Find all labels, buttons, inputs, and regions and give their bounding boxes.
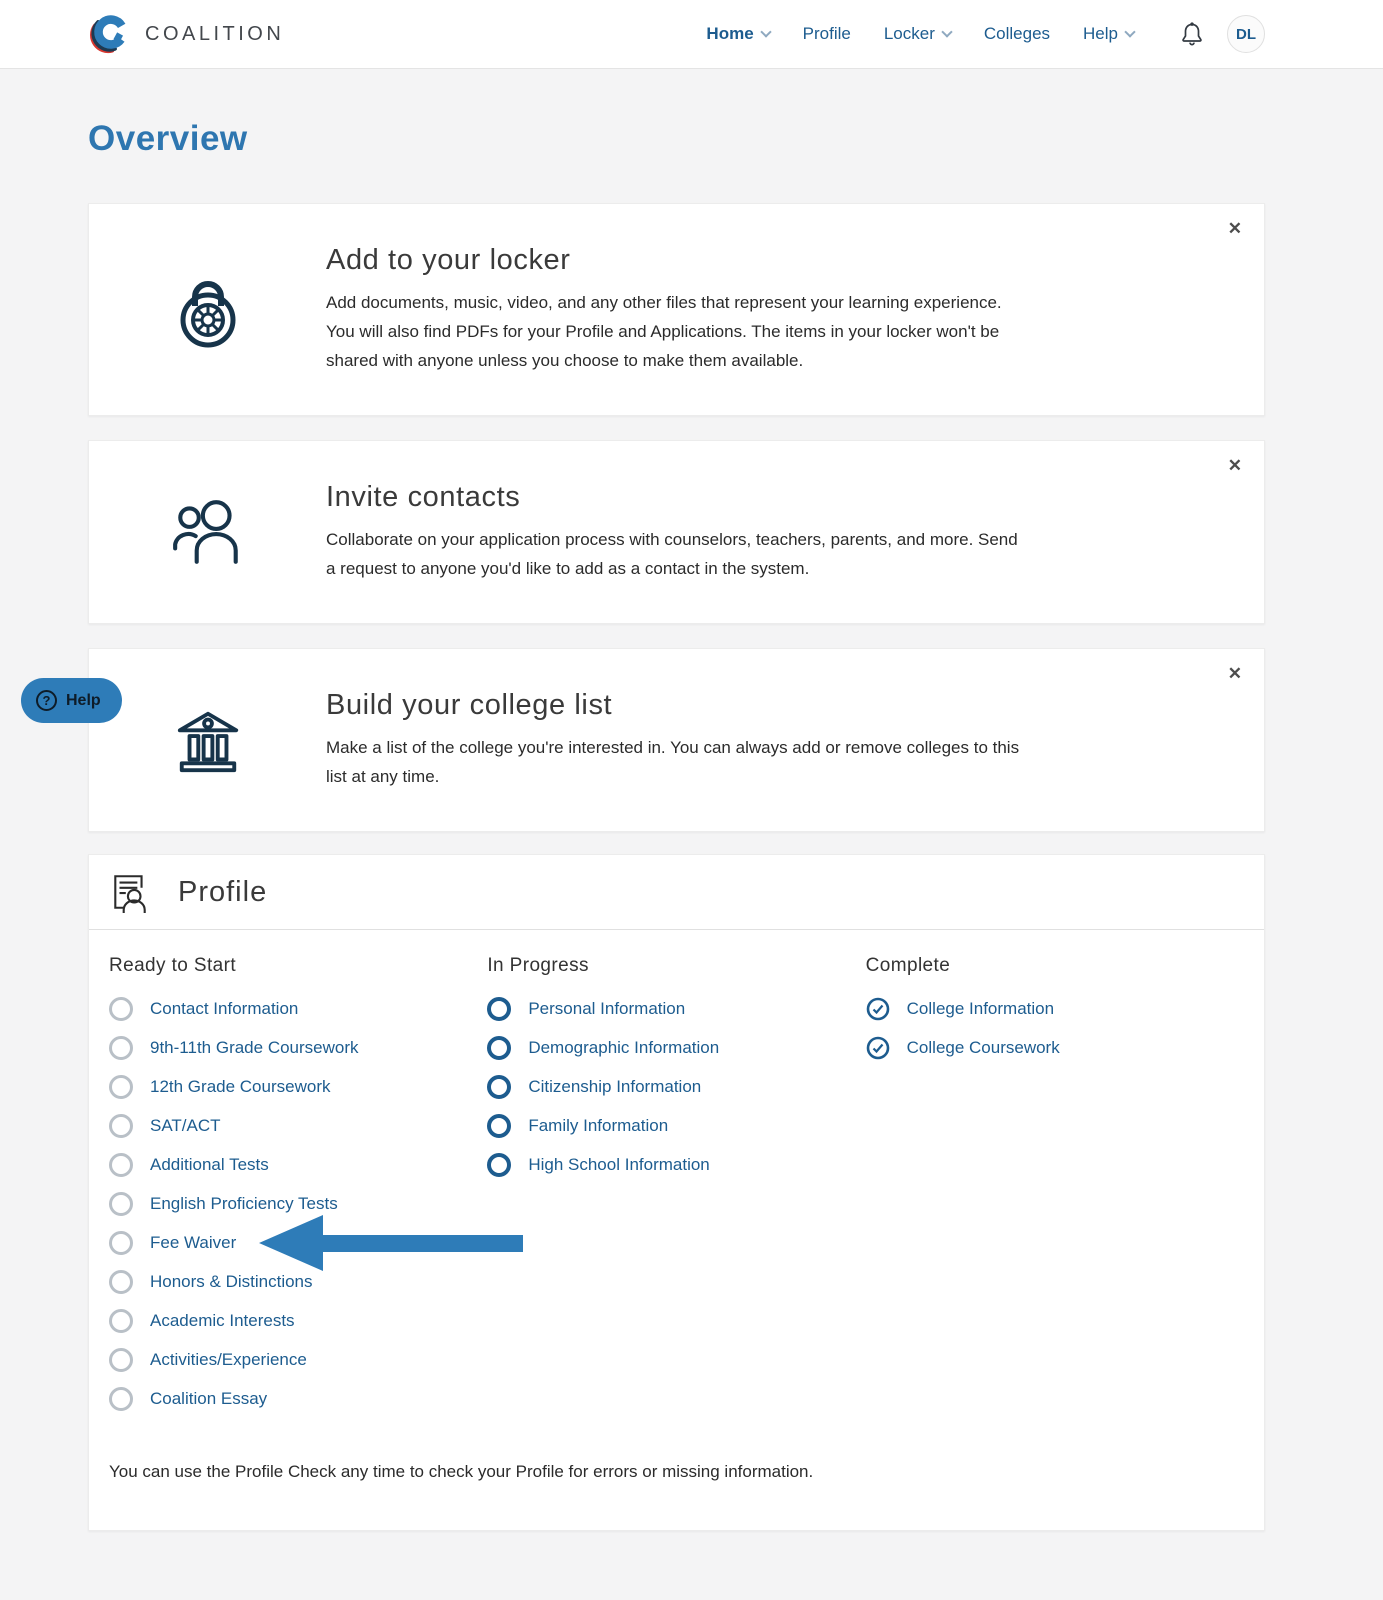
profile-section-link[interactable]: 9th-11th Grade Coursework xyxy=(109,1028,487,1067)
card-icon-wrap xyxy=(89,270,326,350)
column-heading: Complete xyxy=(865,955,951,976)
column-in-progress xyxy=(487,954,865,1418)
profile-section-link[interactable]: Family Information xyxy=(487,1106,865,1145)
column-ready-to-start xyxy=(109,954,487,1418)
column-complete xyxy=(866,954,1244,1418)
profile-section-link[interactable]: Citizenship Information xyxy=(487,1067,865,1106)
card-content xyxy=(326,689,1031,791)
status-empty-circle-icon xyxy=(109,1192,133,1216)
question-mark-icon: ? xyxy=(36,690,57,711)
in-progress-list xyxy=(487,989,865,1184)
profile-section-link[interactable]: College Coursework xyxy=(866,1028,1244,1067)
nav-item-colleges[interactable]: Colleges xyxy=(983,24,1051,43)
status-progress-circle-icon xyxy=(487,997,511,1021)
page-title: Overview xyxy=(88,119,248,158)
profile-section-link[interactable]: Additional Tests xyxy=(109,1145,487,1184)
padlock-icon xyxy=(168,270,248,350)
chevron-down-icon xyxy=(941,26,952,37)
profile-section-link[interactable]: College Information xyxy=(866,989,1244,1028)
check-circle-icon xyxy=(866,1036,890,1060)
nav-item-locker[interactable]: Locker xyxy=(884,24,951,44)
card-title: Add to your locker xyxy=(326,244,571,276)
main-nav xyxy=(706,15,1265,53)
status-empty-circle-icon xyxy=(109,1348,133,1372)
bell-icon xyxy=(1179,21,1205,47)
profile-section-link[interactable]: English Proficiency Tests xyxy=(109,1184,487,1223)
close-icon[interactable]: ✕ xyxy=(1227,219,1242,238)
fee-waiver-arrow xyxy=(259,1215,523,1271)
build-college-list-card xyxy=(88,648,1265,832)
coalition-logo[interactable] xyxy=(88,13,284,55)
status-empty-circle-icon xyxy=(109,1114,133,1138)
column-heading: In Progress xyxy=(487,955,589,976)
status-empty-circle-icon xyxy=(109,1153,133,1177)
profile-status-columns xyxy=(89,930,1264,1418)
profile-section-link[interactable]: Fee Waiver xyxy=(109,1223,487,1262)
profile-status-card xyxy=(88,854,1265,1531)
college-building-icon xyxy=(170,705,246,775)
profile-document-icon xyxy=(109,871,151,913)
column-heading: Ready to Start xyxy=(109,955,237,976)
status-empty-circle-icon xyxy=(109,1036,133,1060)
add-to-locker-card xyxy=(88,203,1265,416)
profile-section-link[interactable]: Activities/Experience xyxy=(109,1340,487,1379)
profile-section-link[interactable]: High School Information xyxy=(487,1145,865,1184)
status-empty-circle-icon xyxy=(109,1270,133,1294)
status-progress-circle-icon xyxy=(487,1036,511,1060)
profile-section-link[interactable]: Honors & Distinctions xyxy=(109,1262,487,1301)
chevron-down-icon xyxy=(760,26,771,37)
profile-section-title: Profile xyxy=(178,875,268,908)
notifications-button[interactable] xyxy=(1179,21,1205,47)
complete-list xyxy=(866,989,1244,1067)
invite-contacts-card xyxy=(88,440,1265,624)
card-content xyxy=(326,481,1031,583)
nav-item-home[interactable]: Home xyxy=(706,24,769,44)
nav-right-group xyxy=(1179,15,1265,53)
card-title: Build your college list xyxy=(326,689,613,721)
people-icon xyxy=(169,499,247,565)
status-progress-circle-icon xyxy=(487,1153,511,1177)
status-empty-circle-icon xyxy=(109,1075,133,1099)
card-icon-wrap xyxy=(89,705,326,775)
profile-section-link[interactable]: Coalition Essay xyxy=(109,1379,487,1418)
close-icon[interactable]: ✕ xyxy=(1227,456,1242,475)
card-body: Make a list of the college you're interested in. You can always add or remove colleges to this list at any time. xyxy=(326,738,1020,786)
help-button-label: Help xyxy=(66,691,101,709)
profile-check-note: You can use the Profile Check any time to check your Profile for errors or missing information. xyxy=(109,1462,814,1481)
top-navigation-bar xyxy=(0,0,1383,69)
profile-section-link[interactable]: 12th Grade Coursework xyxy=(109,1067,487,1106)
status-progress-circle-icon xyxy=(487,1075,511,1099)
user-avatar[interactable]: DL xyxy=(1227,15,1265,53)
card-body: Add documents, music, video, and any other files that represent your learning experience. You will also find PDFs for your Profile and Applications. The items in your locker won't be shared with anyone unless you choose to make them available. xyxy=(326,293,1002,370)
profile-header xyxy=(89,855,1264,930)
status-empty-circle-icon xyxy=(109,1387,133,1411)
profile-section-link[interactable]: Academic Interests xyxy=(109,1301,487,1340)
card-content xyxy=(326,244,1031,375)
chevron-down-icon xyxy=(1124,26,1135,37)
help-button[interactable] xyxy=(21,678,122,723)
status-progress-circle-icon xyxy=(487,1114,511,1138)
card-icon-wrap xyxy=(89,499,326,565)
brand-name: COALITION xyxy=(145,22,285,45)
card-title: Invite contacts xyxy=(326,481,521,513)
close-icon[interactable]: ✕ xyxy=(1227,664,1242,683)
profile-section-link[interactable]: Demographic Information xyxy=(487,1028,865,1067)
overview-page xyxy=(88,119,1265,1531)
status-empty-circle-icon xyxy=(109,1231,133,1255)
check-circle-icon xyxy=(866,997,890,1021)
profile-section-link[interactable]: Contact Information xyxy=(109,989,487,1028)
arrow-head xyxy=(259,1215,323,1271)
profile-section-link[interactable]: Personal Information xyxy=(487,989,865,1028)
card-body: Collaborate on your application process with counselors, teachers, parents, and more. Send a request to anyone you'd like to add as a contact in the system. xyxy=(326,530,1018,578)
status-empty-circle-icon xyxy=(109,997,133,1021)
nav-item-help[interactable]: Help xyxy=(1083,24,1134,44)
ready-to-start-list xyxy=(109,989,487,1418)
profile-section-link[interactable]: SAT/ACT xyxy=(109,1106,487,1145)
nav-item-profile[interactable]: Profile xyxy=(802,24,851,43)
coalition-c-logo-icon xyxy=(88,13,130,55)
arrow-shaft xyxy=(323,1235,523,1252)
status-empty-circle-icon xyxy=(109,1309,133,1333)
